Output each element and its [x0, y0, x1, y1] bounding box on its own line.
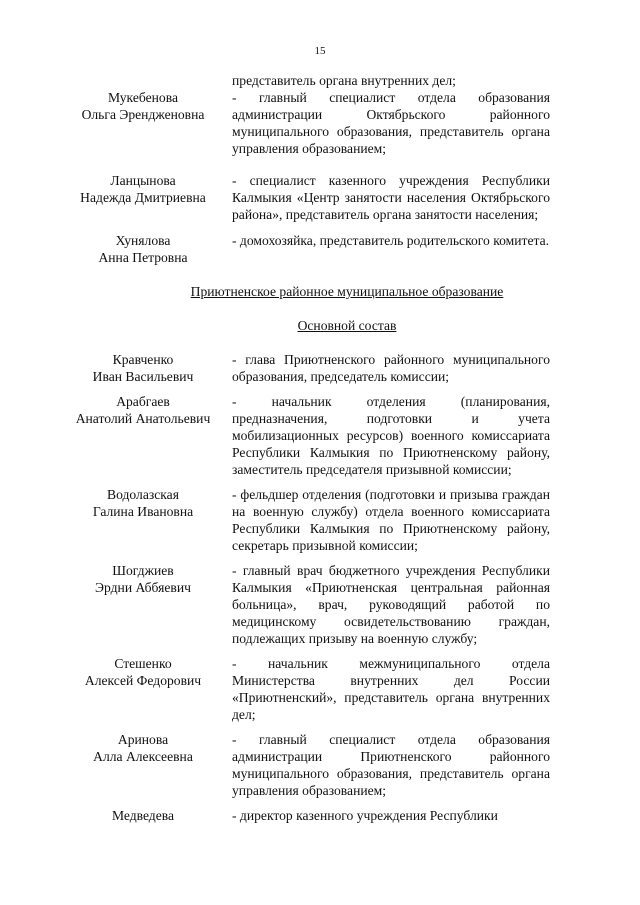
member-surname: Медведева	[111, 808, 175, 823]
member-surname: Ланцынова	[110, 173, 176, 188]
member-name	[64, 486, 222, 554]
member-given-name: Эрдни Аббяевич	[95, 580, 191, 595]
member-surname: Хунялова	[115, 233, 171, 248]
member-role: - специалист казенного учреждения Республики Калмыкия «Центр занятости населения Октябрьского района», представитель органа занятости населения;	[232, 173, 550, 222]
document-body	[64, 72, 550, 824]
page-number: 15	[314, 45, 326, 57]
member-role: - главный специалист отдела образования администрации Приютненского районного муниципального образования, представитель органа управления образованием;	[232, 732, 550, 798]
member-name	[64, 89, 222, 157]
member-given-name: Алексей Федорович	[84, 673, 202, 688]
member-name	[64, 807, 222, 824]
member-name	[64, 562, 222, 647]
member-given-name: Ольга Эрендженовна	[81, 107, 205, 122]
member-entry	[64, 486, 550, 554]
member-name	[64, 172, 222, 223]
member-given-name: Галина Ивановна	[92, 504, 194, 519]
member-entry	[64, 655, 550, 723]
member-surname: Водолазская	[107, 487, 179, 502]
member-entry	[64, 172, 550, 223]
member-entry	[64, 89, 550, 157]
member-name	[64, 655, 222, 723]
member-surname: Стешенко	[114, 656, 172, 671]
member-role: - начальник межмуниципального отдела Министерства внутренних дел России «Приютненский», представитель органа внутренних дел;	[232, 656, 550, 722]
member-entry	[64, 807, 550, 824]
member-role: - фельдшер отделения (подготовки и призыва граждан на военную службу) отдела военного комиссариата Республики Калмыкия по Приютненскому району, секретарь призывной комиссии;	[232, 487, 550, 553]
member-role: - главный врач бюджетного учреждения Республики Калмыкия «Приютненская центральная районная больница», врач, руководящий работой по медицинскому освидетельствованию граждан, подлежащих призыву на военную службу;	[232, 563, 550, 646]
member-entry	[64, 232, 550, 266]
member-surname: Мукебенова	[108, 90, 178, 105]
section-title: Приютненское районное муниципальное образование	[190, 284, 504, 299]
continuation-row	[64, 72, 550, 89]
member-surname: Арабгаев	[116, 394, 170, 409]
member-entry	[64, 351, 550, 385]
subsection-title: Основной состав	[297, 318, 397, 333]
member-given-name: Анна Петровна	[98, 250, 188, 265]
member-entry	[64, 731, 550, 799]
member-given-name: Надежда Дмитриевна	[80, 190, 206, 205]
member-entry	[64, 562, 550, 647]
member-name	[64, 393, 222, 478]
member-given-name: Иван Васильевич	[92, 369, 194, 384]
member-entry	[64, 393, 550, 478]
member-role: - домохозяйка, представитель родительского комитета.	[232, 233, 550, 248]
continuation-text: представитель органа внутренних дел;	[232, 73, 456, 88]
member-name	[64, 731, 222, 799]
member-surname: Кравченко	[112, 352, 174, 367]
member-role: - директор казенного учреждения Республики	[232, 808, 498, 823]
member-given-name: Алла Алексеевна	[93, 749, 193, 764]
member-surname: Аринова	[117, 732, 169, 747]
member-name	[64, 351, 222, 385]
member-surname: Шогджиев	[112, 563, 174, 578]
member-role: - главный специалист отдела образования администрации Октябрьского районного муниципального образования, представитель органа управления образованием;	[232, 90, 550, 156]
member-role: - глава Приютненского районного муниципального образования, председатель комиссии;	[232, 352, 550, 384]
member-name	[64, 232, 222, 266]
member-role: - начальник отделения (планирования, предназначения, подготовки и учета мобилизационных ресурсов) военного комиссариата Республики Калмыкия по Приютненскому району, заместитель председателя призывной комиссии;	[232, 394, 550, 477]
member-given-name: Анатолий Анатольевич	[75, 411, 211, 426]
